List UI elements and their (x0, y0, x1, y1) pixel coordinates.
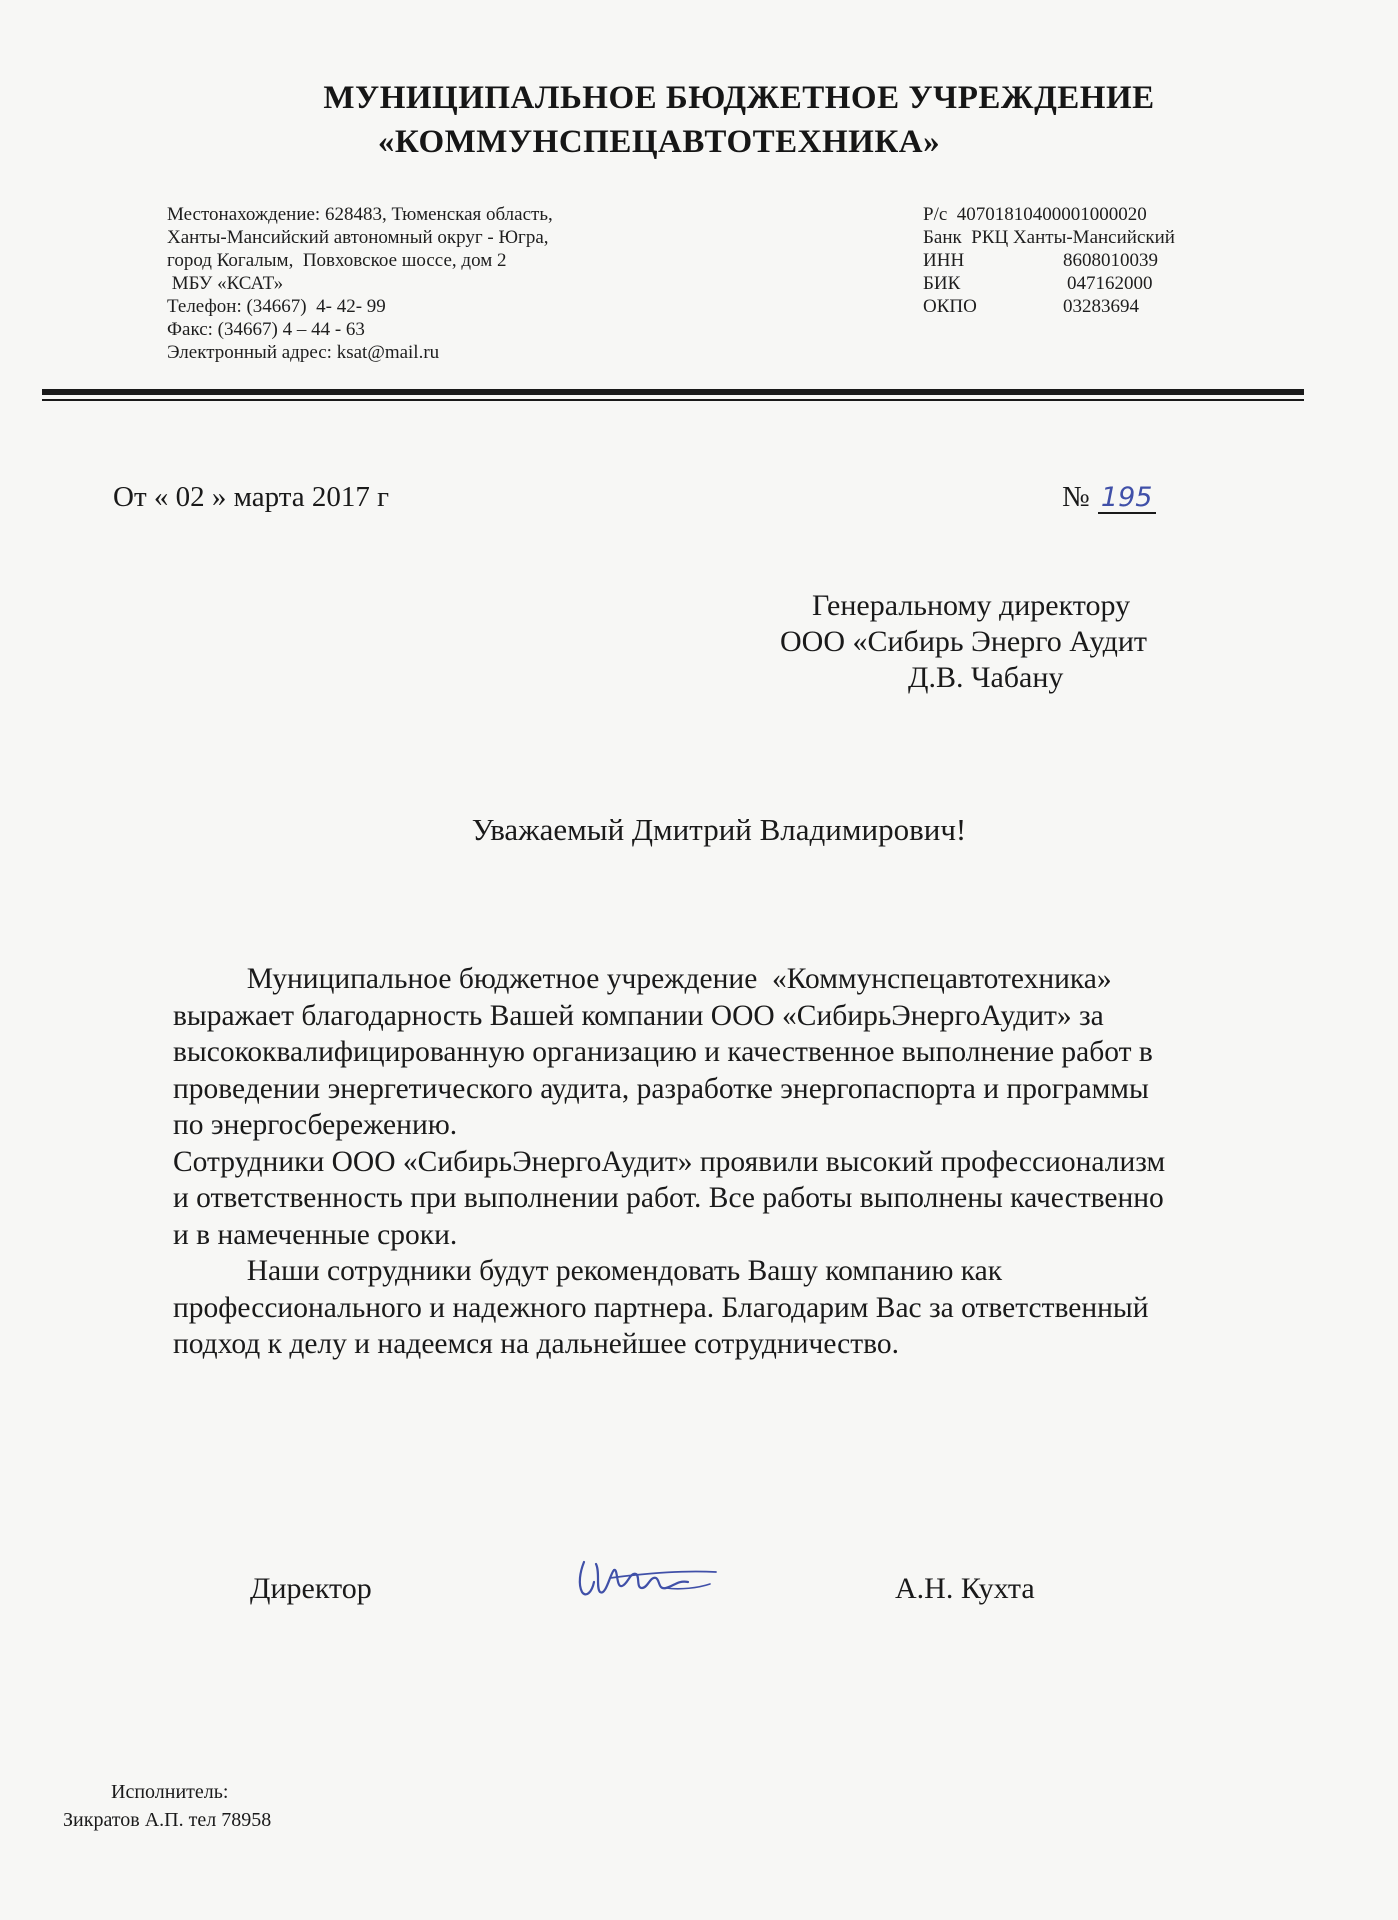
requisite-line: Факс: (34667) 4 – 44 - 63 (167, 319, 365, 340)
executor-block (63, 1778, 271, 1834)
account-value: 40701810400001000020 (956, 204, 1147, 225)
inn-label: ИНН (923, 250, 965, 271)
requisite-line: город Когалым, Повховское шоссе, дом 2 (167, 250, 507, 271)
body-line: проведении энергетического аудита, разработке энергопаспорта и программы (173, 1072, 1149, 1105)
addressee-block (760, 588, 1280, 696)
letter-date: От « 02 » марта 2017 г (113, 481, 390, 513)
requisite-line: Телефон: (34667) 4- 42- 99 (167, 296, 386, 317)
okpo-value: 03283694 (1063, 296, 1139, 317)
bank-row (923, 226, 1175, 249)
requisite-line: Электронный адрес: ksat@mail.ru (167, 342, 440, 363)
requisite-line: Ханты-Мансийский автономный округ - Югра, (167, 227, 549, 248)
okpo-label: ОКПО (923, 296, 977, 317)
header-divider-thick (42, 389, 1304, 395)
bank-value: РКЦ Ханты-Мансийский (971, 227, 1175, 248)
addressee-name: Д.В. Чабану (908, 661, 1064, 694)
requisites-bank (923, 203, 1175, 318)
addressee-company: ООО «Сибирь Энерго Аудит (780, 625, 1148, 658)
salutation: Уважаемый Дмитрий Владимирович! (471, 812, 967, 847)
addressee-position: Генеральному директору (812, 589, 1131, 622)
org-name-line1: МУНИЦИПАЛЬНОЕ БЮДЖЕТНОЕ УЧРЕЖДЕНИЕ (323, 80, 1155, 116)
inn-value: 8608010039 (1063, 250, 1158, 271)
body-line: профессионального и надежного партнера. Благодарим Вас за ответственный (173, 1291, 1149, 1324)
body-line: высококвалифицированную организацию и качественное выполнение работ в (173, 1036, 1153, 1068)
account-label: Р/с (923, 204, 948, 225)
body-line: Сотрудники ООО «СибирьЭнергоАудит» проявили высокий профессионализм (173, 1145, 1166, 1178)
handwritten-signature (570, 1548, 720, 1608)
account-row (923, 203, 1175, 226)
letter-body (173, 961, 1273, 1363)
body-line: и ответственность при выполнении работ. Все работы выполнены качественно (173, 1182, 1164, 1214)
letter-number (1062, 481, 1156, 514)
bik-label: БИК (923, 273, 961, 294)
signatory-title: Директор (250, 1572, 372, 1605)
requisite-line: МБУ «КСАТ» (167, 273, 284, 294)
executor-label: Исполнитель: (111, 1781, 229, 1803)
bank-label: Банк (923, 227, 962, 248)
okpo-row (923, 295, 1175, 318)
body-line: Наши сотрудники будут рекомендовать Вашу компанию как (173, 1255, 1003, 1287)
bik-row (923, 272, 1175, 295)
body-line: выражает благодарность Вашей компании ООО «СибирьЭнергоАудит» за (173, 999, 1104, 1032)
header-divider-thin (42, 399, 1304, 401)
body-line: по энергосбережению. (173, 1109, 458, 1141)
requisite-line: Местонахождение: 628483, Тюменская область, (167, 204, 553, 225)
inn-row (923, 249, 1175, 272)
signatory-name: А.Н. Кухта (895, 1572, 1035, 1605)
bik-value: 047162000 (1067, 273, 1153, 294)
number-label: № (1062, 481, 1090, 513)
body-line: и в намеченные сроки. (173, 1218, 458, 1251)
number-value: 195 (1098, 484, 1156, 514)
body-line: подход к делу и надеемся на дальнейшее сотрудничество. (173, 1328, 899, 1360)
body-line: Муниципальное бюджетное учреждение «Коммунспецавтотехника» (173, 963, 1112, 995)
org-name-line2: «КОММУНСПЕЦАВТОТЕХНИКА» (377, 124, 941, 160)
executor-value: Зикратов А.П. тел 78958 (63, 1809, 272, 1831)
requisites-address (167, 203, 553, 364)
